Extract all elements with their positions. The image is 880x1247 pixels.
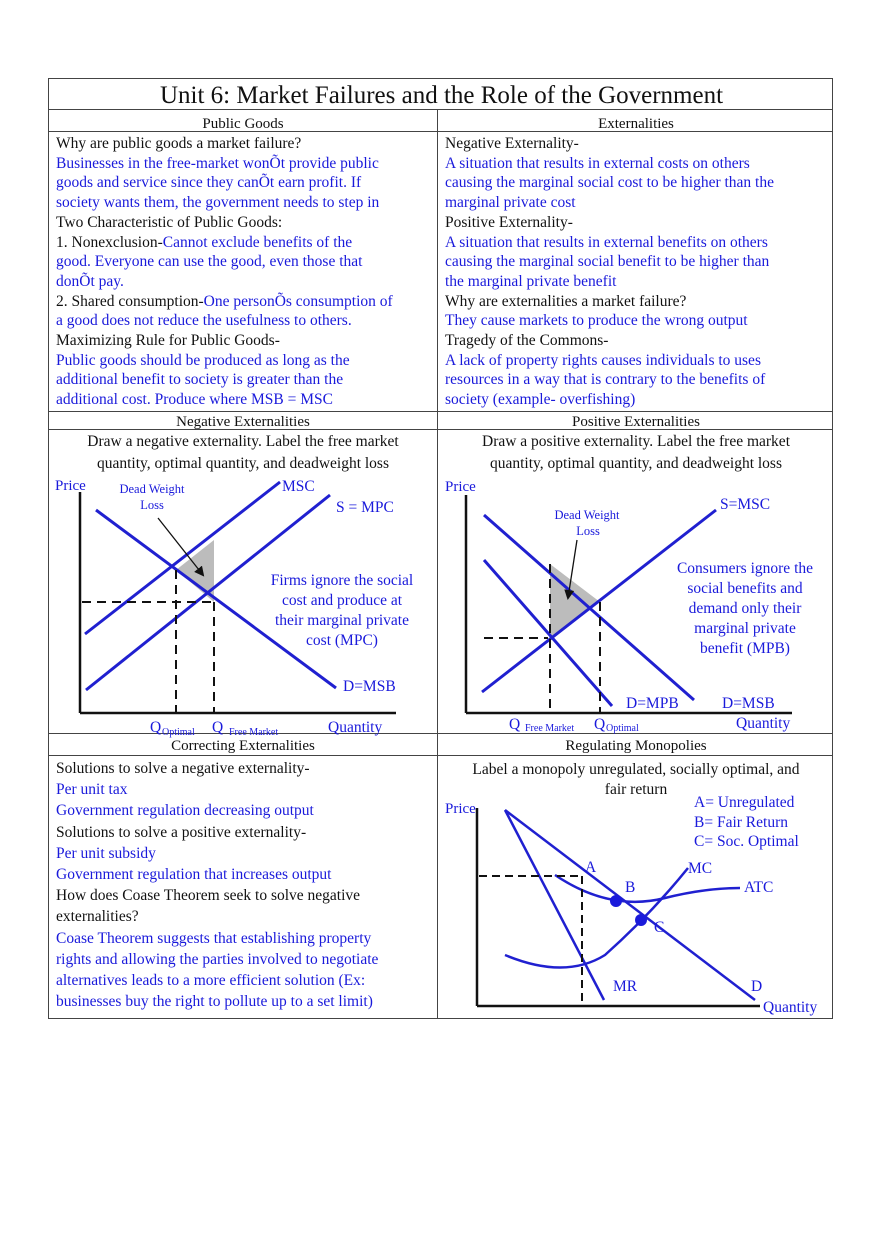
correcting-line: How does Coase Theorem seek to solve negative [56,887,361,905]
supply-label: S = MPC [336,499,394,516]
correcting-line: Solutions to solve a negative externality- [56,760,310,777]
msc-label: MSC [282,478,315,495]
prompt-line: Label a monopoly unregulated, socially optimal, and [472,761,800,778]
point-c-label: C [654,919,665,936]
q-optimal-label: Q [594,716,606,733]
mpb-curve [484,515,694,700]
correcting-line: Per unit subsidy [56,844,156,862]
note-line: Firms ignore the social [270,572,414,589]
public-goods-line: goods and service since they canÕt earn profit. If [56,174,362,192]
correcting-line: Government regulation decreasing output [56,802,314,820]
correcting-line: Government regulation that increases output [56,866,332,884]
mc-label: MC [688,860,713,877]
dwl-label-2: Loss [576,524,600,538]
note-line: marginal private [694,620,796,637]
note-line: benefit (MPB) [700,640,790,657]
correcting-line: alternatives leads to a more efficient solution (Ex: [56,972,366,990]
externalities-line: Tragedy of the Commons- [445,332,609,350]
prompt-line: quantity, optimal quantity, and deadweight loss [96,455,389,472]
line-answer: Cannot exclude benefits of the [162,233,353,251]
externalities-line: Why are externalities a market failure? [445,292,687,310]
quantity-label: Quantity [328,719,383,736]
header-positive-externalities: Positive Externalities [572,414,700,430]
correcting-line: externalities? [56,908,139,926]
monopoly-graph [445,794,817,1016]
correcting-line: rights and allowing the parties involved to negotiate [56,950,379,968]
public-goods-line: good. Everyone can use the good, even those that [56,253,363,271]
correcting-line: businesses buy the right to pollute up to a set limit) [56,993,373,1011]
externalities-line: A situation that results in external benefits on others [445,233,768,251]
public-goods-line: additional benefit to society is greater than the [56,371,344,389]
header-correcting-externalities: Correcting Externalities [171,738,315,754]
public-goods-line: donÕt pay. [56,272,124,290]
line-prefix: 1. Nonexclusion- [56,233,163,251]
msb-label: D=MSB [722,695,775,712]
note-line: Consumers ignore the [676,560,814,577]
correcting-line: Per unit tax [56,781,128,799]
atc-label: ATC [744,879,774,896]
q-optimal-label: Q [150,719,162,736]
price-label: Price [445,479,476,495]
mc-curve [505,868,688,968]
externalities-line: They cause markets to produce the wrong output [445,312,748,330]
public-goods-line: Public goods should be produced as long as the [56,351,350,369]
externalities-line: Positive Externality- [445,213,573,231]
price-label: Price [445,801,476,817]
externalities-line: Negative Externality- [445,135,579,152]
point-b-label: B [625,879,636,896]
quantity-label: Quantity [736,715,791,732]
supply-label: S=MSC [720,496,771,513]
point-a-label: A [585,859,597,876]
externalities-line: causing the marginal social benefit to be higher than [445,253,770,271]
public-goods-line: society wants them, the government needs to step in [56,194,380,212]
note-line: their marginal private [275,612,409,629]
deadweight-loss-area [550,564,600,638]
note-line: demand only their [688,600,802,617]
header-externalities: Externalities [598,116,674,132]
public-goods-line: additional cost. Produce where MSB = MSC [56,391,333,409]
externalities-line: A situation that results in external costs on others [445,154,750,172]
header-public-goods: Public Goods [202,116,284,132]
q-free-label: Q [212,719,224,736]
positive-externality-graph [445,479,813,734]
q-optimal-sub: Optimal [606,723,639,734]
externalities-line: causing the marginal social cost to be higher than the [445,174,774,192]
public-goods-line: Why are public goods a market failure? [56,135,302,152]
page-title: Unit 6: Market Failures and the Role of the Government [159,82,724,109]
mpb-label: D=MPB [626,695,679,712]
dwl-label-1: Dead Weight [554,508,620,522]
negative-externality-graph [55,478,413,738]
note-line: cost (MPC) [306,632,378,649]
social-optimal-point [635,914,647,926]
prompt-line: Draw a negative externality. Label the free market [87,433,399,450]
public-goods-line: Two Characteristic of Public Goods: [56,213,283,231]
price-label: Price [55,478,86,494]
mr-label: MR [613,978,638,995]
header-negative-externalities: Negative Externalities [176,414,310,430]
mr-curve [505,810,604,1000]
externalities-line: marginal private cost [445,194,576,212]
note-line: cost and produce at [281,592,403,609]
demand-label: D [751,978,763,995]
prompt-line: quantity, optimal quantity, and deadweight loss [489,455,782,472]
prompt-line: Draw a positive externality. Label the free market [482,433,790,450]
fair-return-point [610,895,622,907]
externalities-line: the marginal private benefit [445,272,617,290]
q-free-sub: Free Market [229,727,279,738]
legend-line: A= Unregulated [694,794,795,811]
public-goods-line: Businesses in the free-market wonÕt provide public [56,154,379,172]
line-answer: One personÕs consumption of [203,292,393,310]
note-line: social benefits and [687,580,803,597]
legend-line: C= Soc. Optimal [694,833,799,850]
externalities-line: society (example- overfishing) [445,391,636,409]
quantity-label: Quantity [763,999,818,1016]
q-free-label: Q [509,716,521,733]
correcting-line: Coase Theorem suggests that establishing property [56,929,372,947]
public-goods-line: a good does not reduce the usefulness to others. [56,312,352,330]
demand-label: D=MSB [343,678,396,695]
q-free-sub: Free Market [525,723,575,734]
prompt-line: fair return [604,781,668,798]
q-optimal-sub: Optimal [162,727,195,738]
externalities-line: A lack of property rights causes individuals to uses [445,351,761,369]
correcting-line: Solutions to solve a positive externality- [56,823,307,841]
mpb-curve-lower [484,560,612,706]
legend-line: B= Fair Return [694,814,788,831]
public-goods-line: Maximizing Rule for Public Goods- [56,332,280,350]
header-regulating-monopolies: Regulating Monopolies [565,738,707,754]
externalities-line: resources in a way that is contrary to the benefits of [445,371,766,389]
dwl-label-1: Dead Weight [119,482,185,496]
dwl-label-2: Loss [140,498,164,512]
line-prefix: 2. Shared consumption- [56,292,204,310]
